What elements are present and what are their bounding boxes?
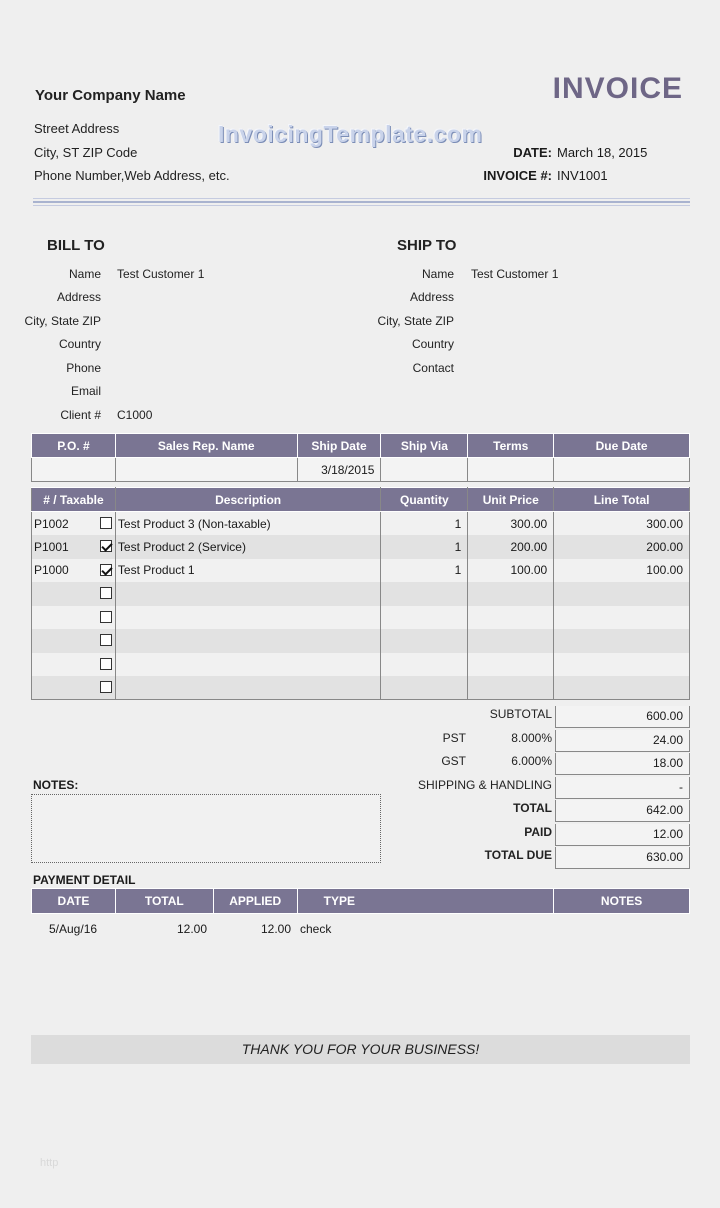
payment-table: [31, 888, 690, 914]
gst-value: 18.00: [555, 753, 690, 775]
bill-to-value[interactable]: [117, 337, 317, 351]
bill-to-label: City, State ZIP: [24, 314, 101, 328]
ship-to-label: Name: [421, 267, 454, 281]
subtotal-value: 600.00: [555, 706, 690, 728]
quantity-cell[interactable]: [381, 676, 468, 700]
table-row: [32, 606, 690, 630]
line-total-cell: [554, 606, 690, 630]
company-city: City, ST ZIP Code: [34, 145, 138, 160]
pay-total-header: TOTAL: [115, 889, 213, 914]
payment-heading: PAYMENT DETAIL: [33, 873, 136, 887]
description-cell[interactable]: Test Product 3 (Non-taxable): [115, 512, 381, 536]
bill-to-value[interactable]: [117, 290, 317, 304]
po-value[interactable]: [32, 458, 116, 482]
shipping-value[interactable]: -: [555, 777, 690, 799]
bill-to-value[interactable]: C1000: [117, 408, 153, 422]
quantity-cell[interactable]: [381, 653, 468, 677]
unchecked-checkbox[interactable]: [100, 634, 112, 646]
quantity-cell[interactable]: [381, 606, 468, 630]
subtotal-label: SUBTOTAL: [489, 707, 552, 721]
unit-price-cell[interactable]: [468, 606, 554, 630]
quantity-cell[interactable]: 1: [381, 559, 468, 583]
quantity-cell[interactable]: [381, 629, 468, 653]
pay-applied-header: APPLIED: [213, 889, 297, 914]
sales-rep-value[interactable]: [115, 458, 297, 482]
sku-cell[interactable]: [32, 606, 116, 630]
description-cell[interactable]: [115, 653, 381, 677]
thank-you-banner: THANK YOU FOR YOUR BUSINESS!: [31, 1035, 690, 1064]
sku-text: P1000: [34, 563, 69, 578]
pst-value: 24.00: [555, 730, 690, 752]
gst-label: GST: [441, 754, 466, 768]
unchecked-checkbox[interactable]: [100, 611, 112, 623]
total-due-label: TOTAL DUE: [484, 848, 552, 862]
sku-cell[interactable]: [32, 582, 116, 606]
ship-to-value[interactable]: [471, 290, 671, 304]
unchecked-checkbox[interactable]: [100, 517, 112, 529]
paid-value[interactable]: 12.00: [555, 824, 690, 846]
table-row: [32, 512, 690, 536]
invoice-number-label: INVOICE #:: [483, 168, 552, 183]
description-cell[interactable]: Test Product 2 (Service): [115, 535, 381, 559]
description-cell[interactable]: [115, 582, 381, 606]
line-total-cell: [554, 582, 690, 606]
unit-price-cell[interactable]: 300.00: [468, 512, 554, 536]
line-total-cell: 200.00: [554, 535, 690, 559]
bill-to-label: Address: [56, 290, 101, 304]
unchecked-checkbox[interactable]: [100, 658, 112, 670]
ship-via-value[interactable]: [381, 458, 468, 482]
bill-to-label: Client #: [60, 408, 101, 422]
quantity-cell[interactable]: 1: [381, 512, 468, 536]
divider: [33, 205, 690, 206]
unit-price-cell[interactable]: 200.00: [468, 535, 554, 559]
order-table: [31, 433, 690, 482]
description-cell[interactable]: Test Product 1: [115, 559, 381, 583]
total-due-value: 630.00: [555, 847, 690, 869]
bill-to-heading: BILL TO: [47, 237, 105, 254]
ship-to-heading: SHIP TO: [397, 237, 457, 254]
unit-price-cell[interactable]: [468, 582, 554, 606]
pst-rate[interactable]: 8.000%: [511, 731, 552, 745]
date-label: DATE:: [513, 145, 552, 160]
notes-field[interactable]: [31, 794, 381, 863]
ship-to-label: City, State ZIP: [377, 314, 454, 328]
sku-cell[interactable]: [32, 676, 116, 700]
po-header: P.O. #: [32, 434, 116, 458]
taxable-header: # / Taxable: [32, 488, 116, 512]
ship-date-value[interactable]: 3/18/2015: [297, 458, 381, 482]
invoice-title: INVOICE: [552, 72, 683, 105]
pay-notes-header: NOTES: [554, 889, 690, 914]
sku-text: P1002: [34, 516, 69, 531]
bill-to-label: Phone: [66, 361, 101, 375]
sku-cell[interactable]: [32, 653, 116, 677]
sku-cell[interactable]: [32, 559, 116, 583]
divider: [33, 198, 690, 199]
bill-to-label: Email: [70, 384, 101, 398]
sku-cell[interactable]: [32, 629, 116, 653]
divider: [33, 201, 690, 203]
unchecked-checkbox[interactable]: [100, 681, 112, 693]
sku-cell[interactable]: [32, 535, 116, 559]
line-total-cell: [554, 676, 690, 700]
bill-to-value[interactable]: [117, 314, 317, 328]
due-date-value[interactable]: [554, 458, 690, 482]
ship-to-label: Country: [411, 337, 454, 351]
line-total-cell: 100.00: [554, 559, 690, 583]
bill-to-label: Name: [68, 267, 101, 281]
paid-label: PAID: [524, 825, 552, 839]
unit-price-cell[interactable]: 100.00: [468, 559, 554, 583]
due-date-header: Due Date: [554, 434, 690, 458]
pst-label: PST: [442, 731, 466, 745]
pay-type: check: [300, 922, 332, 936]
pay-total: 12.00: [176, 922, 207, 936]
bill-to-value[interactable]: [117, 361, 317, 375]
total-value: 642.00: [555, 800, 690, 822]
terms-header: Terms: [468, 434, 554, 458]
checked-checkbox[interactable]: [100, 540, 112, 552]
pay-date-header: DATE: [32, 889, 116, 914]
items-table: [31, 487, 690, 700]
sku-cell[interactable]: [32, 512, 116, 536]
unit-price-cell[interactable]: [468, 629, 554, 653]
unit-price-cell[interactable]: [468, 676, 554, 700]
line-total-cell: [554, 629, 690, 653]
sku-text: P1001: [34, 539, 69, 554]
invoice-number: INV1001: [557, 168, 608, 183]
table-row: [32, 653, 690, 677]
checked-checkbox[interactable]: [100, 564, 112, 576]
invoice-date: March 18, 2015: [557, 145, 648, 160]
description-cell[interactable]: [115, 676, 381, 700]
table-row: [32, 582, 690, 606]
bill-to-value[interactable]: Test Customer 1: [117, 267, 205, 281]
footer-faint-text: http: [40, 1157, 59, 1169]
line-total-cell: 300.00: [554, 512, 690, 536]
ship-to-label: Contact: [412, 361, 454, 375]
description-cell[interactable]: [115, 629, 381, 653]
table-row: [32, 559, 690, 583]
company-name: Your Company Name: [35, 87, 186, 104]
terms-value[interactable]: [468, 458, 554, 482]
shipping-label: SHIPPING & HANDLING: [417, 778, 552, 792]
table-row: [32, 676, 690, 700]
bill-to-value[interactable]: [117, 384, 317, 398]
ship-to-value[interactable]: [471, 314, 671, 328]
unit-price-header: Unit Price: [468, 488, 554, 512]
table-row: [32, 629, 690, 653]
line-total-header: Line Total: [554, 488, 690, 512]
ship-to-value[interactable]: [471, 337, 671, 351]
description-cell[interactable]: [115, 606, 381, 630]
unit-price-cell[interactable]: [468, 653, 554, 677]
watermark-logo: InvoicingTemplate.com: [218, 121, 483, 147]
pay-date: 5/Aug/16: [49, 922, 98, 936]
ship-via-header: Ship Via: [381, 434, 468, 458]
quantity-cell[interactable]: 1: [381, 535, 468, 559]
ship-to-label: Address: [409, 290, 454, 304]
company-street: Street Address: [34, 121, 120, 136]
pay-applied: 12.00: [260, 922, 291, 936]
pay-type-header: TYPE: [297, 889, 554, 914]
table-row: [32, 535, 690, 559]
line-total-cell: [554, 653, 690, 677]
gst-rate[interactable]: 6.000%: [511, 754, 552, 768]
quantity-header: Quantity: [381, 488, 468, 512]
bill-to-label: Country: [58, 337, 101, 351]
ship-to-value[interactable]: Test Customer 1: [471, 267, 559, 281]
company-contact: Phone Number,Web Address, etc.: [34, 168, 230, 183]
description-header: Description: [115, 488, 381, 512]
sales-rep-header: Sales Rep. Name: [115, 434, 297, 458]
quantity-cell[interactable]: [381, 582, 468, 606]
ship-to-value[interactable]: [471, 361, 671, 375]
notes-label: NOTES:: [33, 778, 79, 792]
total-label: TOTAL: [513, 801, 552, 815]
ship-date-header: Ship Date: [297, 434, 381, 458]
unchecked-checkbox[interactable]: [100, 587, 112, 599]
